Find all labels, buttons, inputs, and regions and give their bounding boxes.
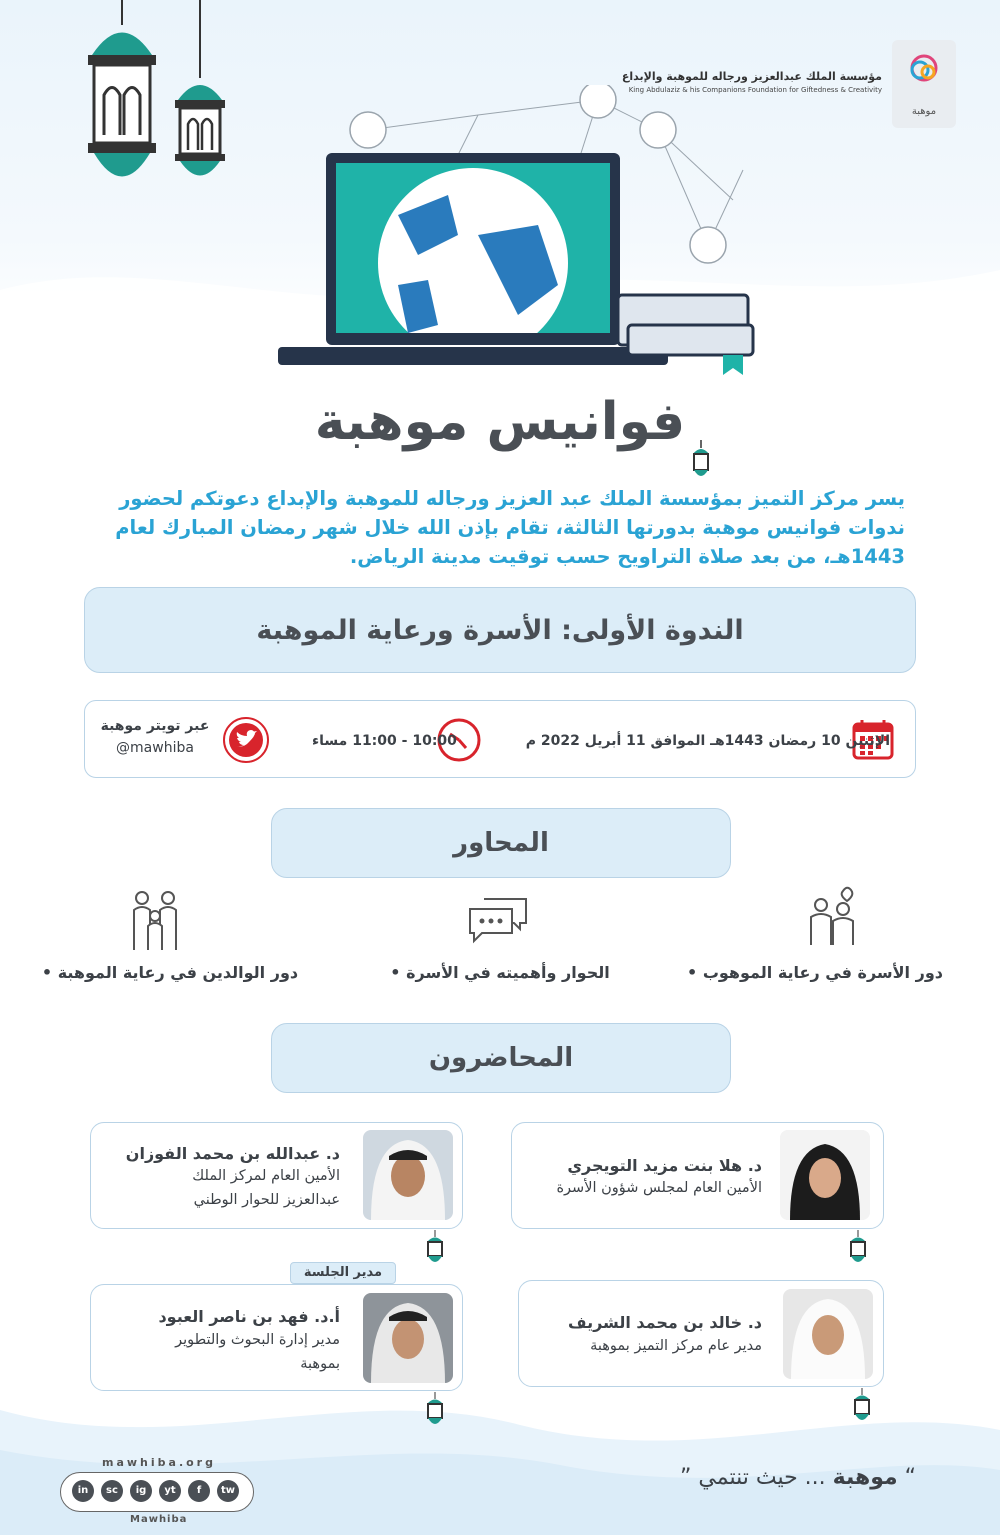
speaker-name-fahad: أ.د. فهد بن ناصر العبود <box>158 1307 340 1326</box>
org-name-arabic: مؤسسة الملك عبدالعزيز ورجاله للموهبة والإبداع <box>621 70 882 83</box>
card-lantern-icon <box>852 1388 872 1424</box>
twitter-label: عبر تويتر موهبة <box>100 718 210 734</box>
card-lantern-icon <box>425 1230 445 1266</box>
lanterns-illustration <box>80 0 240 190</box>
event-time: 10:00 - 11:00 مساء <box>312 733 457 749</box>
tagline-text: ... حيث تنتمي <box>698 1465 833 1490</box>
chat-bubbles-icon <box>466 895 530 945</box>
tagline: “ موهبة ... حيث تنتمي ” <box>680 1465 917 1490</box>
speaker-photo-khalid <box>783 1289 873 1379</box>
speaker-name-khalid: د. خالد بن محمد الشريف <box>568 1313 762 1332</box>
youtube-icon[interactable]: yt <box>159 1480 181 1502</box>
parents-child-icon <box>130 890 180 952</box>
card-lantern-icon <box>425 1392 445 1428</box>
website-url[interactable]: mawhiba.org <box>102 1456 216 1469</box>
intro-paragraph: يسر مركز التميز بمؤسسة الملك عبد العزيز ورجاله للموهبة والإبداع دعوتكم لحضور ندوات فوانيس موهبة بدورتها الثالثة، تقام بإذن الله خلال شهر رمضان المبارك لعام 1443هـ، من بعد صلاة التراويح حسب توقيت مدينة الرياض. <box>115 487 905 568</box>
speaker-title-fahad-line1: مدير إدارة البحوث والتطوير <box>175 1332 340 1348</box>
org-name-english: King Abdulaziz & his Companions Foundation for Giftedness & Creativity <box>628 86 882 94</box>
speaker-photo-fahad <box>363 1293 453 1383</box>
twitter-handle[interactable]: @mawhiba <box>116 740 194 756</box>
speaker-photo-abdullah <box>363 1130 453 1220</box>
small-lantern-icon <box>690 440 712 480</box>
speaker-title-abdullah-line2: عبدالعزيز للحوار الوطني <box>193 1192 340 1208</box>
logo-label: موهبة <box>911 106 937 117</box>
card-lantern-icon <box>848 1230 868 1266</box>
speaker-name-hala: د. هلا بنت مزيد التويجري <box>567 1156 762 1175</box>
facebook-icon[interactable]: f <box>188 1480 210 1502</box>
tagline-brand: موهبة <box>832 1465 898 1490</box>
event-date: الإثنين 10 رمضان 1443هـ الموافق 11 أبريل 2022 م <box>525 733 890 749</box>
axis-item-dialogue: الحوار وأهميته في الأسرة • <box>390 963 610 982</box>
snapchat-icon[interactable]: sc <box>101 1480 123 1502</box>
speakers-heading: المحاضرون <box>271 1023 731 1093</box>
moderator-tag: مدير الجلسة <box>290 1262 396 1284</box>
linkedin-icon[interactable]: in <box>72 1480 94 1502</box>
twitter-footer-icon[interactable]: tw <box>217 1480 239 1502</box>
speaker-photo-hala <box>780 1130 870 1220</box>
speaker-name-abdullah: د. عبدالله بن محمد الفوزان <box>125 1144 340 1163</box>
speaker-title-fahad-line2: بموهبة <box>300 1356 340 1372</box>
speaker-title-abdullah-line1: الأمين العام لمركز الملك <box>192 1168 340 1184</box>
seminar-title: الندوة الأولى: الأسرة ورعاية الموهبة <box>84 587 916 673</box>
family-heart-icon <box>805 885 860 950</box>
twitter-icon[interactable] <box>222 716 270 764</box>
page-title: فوانيس موهبة <box>314 392 686 452</box>
laptop-globe-illustration <box>278 85 768 375</box>
instagram-icon[interactable]: ig <box>130 1480 152 1502</box>
axes-heading: المحاور <box>271 808 731 878</box>
brand-name-english: Mawhiba <box>130 1514 188 1525</box>
speaker-title-khalid: مدير عام مركز التميز بموهبة <box>590 1338 762 1354</box>
axis-item-family-role: دور الأسرة في رعاية الموهوب • <box>687 963 943 982</box>
logo-mark-icon <box>906 50 942 90</box>
axis-item-parents-role: دور الوالدين في رعاية الموهبة • <box>41 963 299 982</box>
mawhiba-logo <box>892 40 956 128</box>
speaker-title-hala: الأمين العام لمجلس شؤون الأسرة <box>556 1180 762 1196</box>
